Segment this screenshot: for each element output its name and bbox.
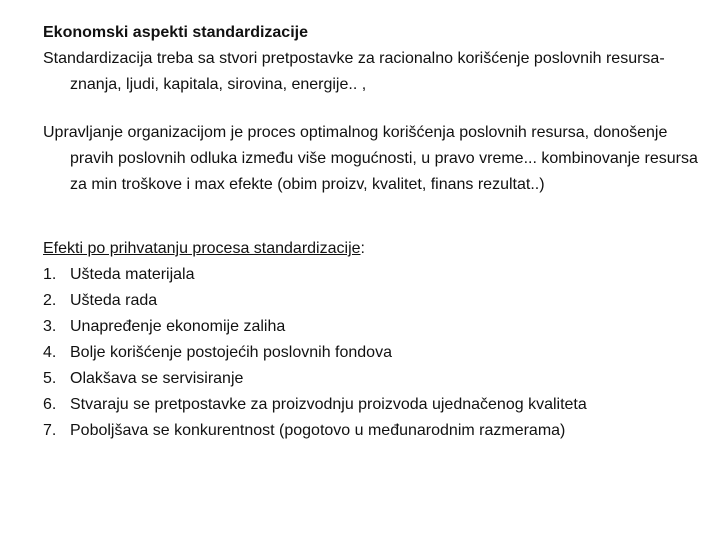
list-item-text: Olakšava se servisiranje [70, 370, 244, 387]
effects-list [43, 262, 698, 444]
list-item [43, 418, 698, 444]
list-item-text: Ušteda rada [70, 292, 158, 309]
slide-title: Ekonomski aspekti standardizacije [43, 24, 308, 41]
list-item-number: 4. [43, 344, 57, 361]
list-item-text: Poboljšava se konkurentnost (pogotovo u međunarodnim razmerama) [70, 422, 566, 439]
list-item-number: 1. [43, 266, 57, 283]
intro-section [43, 20, 698, 98]
list-item [43, 314, 698, 340]
effects-heading-colon: : [360, 240, 365, 257]
list-item-text: Unapređenje ekonomije zaliha [70, 318, 286, 335]
effects-section [43, 236, 698, 444]
list-item [43, 288, 698, 314]
list-item [43, 340, 698, 366]
list-item-text: Ušteda materijala [70, 266, 195, 283]
effects-heading-text: Efekti po prihvatanju procesa standardizacije [43, 240, 361, 257]
effects-heading [43, 236, 698, 262]
list-item-number: 3. [43, 318, 57, 335]
management-section [43, 120, 698, 198]
paragraph-management: Upravljanje organizacijom je proces optimalnog korišćenja poslovnih resursa, donošenje pravih poslovnih odluka između više mogućnosti, u pravo vreme... kombinovanje resursa za min troškove i max efekte (obim proizv, kvalitet, finans rezultat..) [43, 124, 698, 193]
list-item-number: 2. [43, 292, 57, 309]
list-item-text: Stvaraju se pretpostavke za proizvodnju proizvoda ujednačenog kvaliteta [70, 396, 587, 413]
paragraph-standardization: Standardizacija treba sa stvori pretpostavke za racionalno korišćenje poslovnih resursa- znanja, ljudi, kapitala, sirovina, energije.. , [43, 50, 665, 93]
list-item [43, 392, 698, 418]
list-item [43, 366, 698, 392]
list-item-number: 6. [43, 396, 57, 413]
list-item-number: 5. [43, 370, 57, 387]
list-item [43, 262, 698, 288]
list-item-text: Bolje korišćenje postojećih poslovnih fondova [70, 344, 392, 361]
list-item-number: 7. [43, 422, 57, 439]
